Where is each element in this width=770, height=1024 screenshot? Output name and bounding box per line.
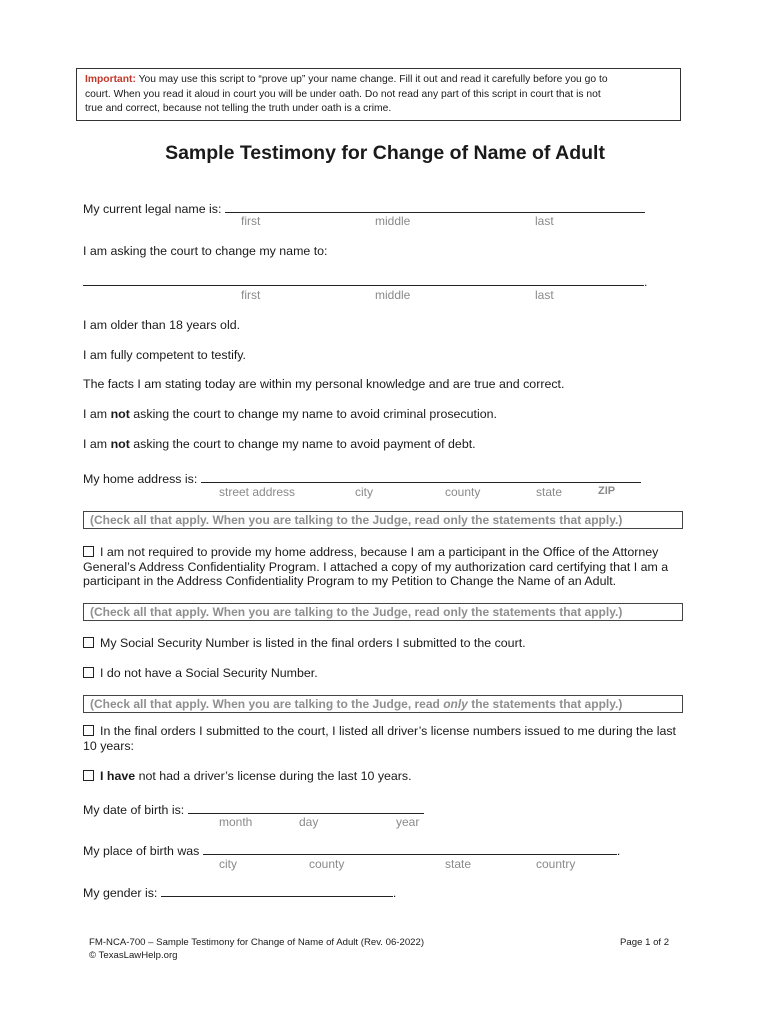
dob-label: My date of birth is: (83, 803, 185, 817)
dob-month-hint: month (219, 815, 253, 829)
dob-day-hint: day (299, 815, 319, 829)
pob-state-hint: state (445, 857, 472, 871)
ssn-none-text: I do not have a Social Security Number. (100, 666, 318, 680)
confidentiality-line-2: General’s Address Confidentiality Program. I attached a copy of my authorization card certifying that I am a (83, 559, 669, 574)
footer-left (89, 937, 424, 962)
notice-text-1: You may use this script to “prove up” your name change. Fill it out and read it carefully before you go to (138, 74, 608, 85)
license-line-2: 10 years: (83, 738, 134, 753)
new-middle-hint: middle (375, 288, 411, 302)
dob-field[interactable] (188, 800, 424, 814)
dob-row (83, 800, 424, 817)
license-listed-checkbox[interactable] (83, 725, 94, 736)
new-last-hint: last (535, 288, 554, 302)
ssn-listed-option (83, 636, 526, 650)
ssn-none-checkbox[interactable] (83, 667, 94, 678)
instruction-bar-3 (83, 695, 683, 713)
instruction-bar-1: (Check all that apply. When you are talking to the Judge, read only the statements that apply.) (83, 511, 683, 529)
address-county-hint: county (445, 485, 481, 499)
address-state-hint: state (536, 485, 563, 499)
footer-copyright: © TexasLawHelp.org (89, 949, 178, 961)
page-title: Sample Testimony for Change of Name of Adult (165, 142, 605, 164)
facts-statement: The facts I am stating today are within my personal knowledge and are true and correct. (83, 377, 565, 391)
age-statement: I am older than 18 years old. (83, 318, 241, 332)
instruction-3-pre: (Check all that apply. When you are talking to the Judge, read (90, 697, 440, 711)
pob-city-hint: city (219, 857, 237, 871)
ssn-none-option (83, 666, 318, 680)
current-first-hint: first (241, 214, 261, 228)
address-city-hint: city (355, 485, 373, 499)
instruction-3-post: the statements that apply.) (471, 697, 623, 711)
prosecution-bold: not (110, 407, 130, 421)
debt-bold: not (110, 437, 130, 451)
current-name-label: My current legal name is: (83, 202, 222, 216)
pob-label: My place of birth was (83, 844, 200, 858)
new-name-row (83, 272, 647, 289)
gender-field[interactable] (161, 883, 393, 897)
important-notice (76, 68, 681, 121)
new-name-period: . (644, 275, 648, 289)
notice-line-1 (85, 73, 672, 88)
confidentiality-line-1: I am not required to provide my home address, because I am a participant in the Office of the Attorney (100, 545, 659, 559)
pob-period: . (616, 844, 621, 858)
address-label: My home address is: (83, 472, 198, 486)
confidentiality-line-3: participant in the Address Confidentiality Program to my Petition to Change the Name of an Adult. (83, 574, 617, 589)
current-name-row (83, 199, 645, 216)
notice-line-3: true and correct, because not telling the truth under oath is a crime. (85, 103, 392, 114)
new-name-field[interactable] (83, 272, 644, 286)
prosecution-pre: I am (83, 407, 108, 421)
gender-period: . (392, 886, 397, 900)
ssn-listed-text: My Social Security Number is listed in the final orders I submitted to the court. (100, 636, 526, 650)
new-first-hint: first (241, 288, 261, 302)
pob-field[interactable] (203, 841, 617, 855)
gender-label: My gender is: (83, 886, 158, 900)
dob-year-hint: year (396, 815, 420, 829)
instruction-bar-2: (Check all that apply. When you are talking to the Judge, read only the statements that apply.) (83, 603, 683, 621)
notice-label: Important: (85, 74, 136, 85)
footer-page-number: Page 1 of 2 (620, 937, 670, 948)
new-name-label: I am asking the court to change my name to: (83, 244, 328, 258)
debt-post: asking the court to change my name to avoid payment of debt. (133, 437, 476, 451)
notice-line-2: court. When you read it aloud in court you will be under oath. Do not read any part of this script in court that is not (85, 88, 601, 100)
license-none-option (83, 769, 412, 783)
address-zip-hint: ZIP (598, 485, 616, 497)
license-none-bold: I have (100, 769, 136, 783)
debt-pre: I am (83, 437, 108, 451)
pob-country-hint: country (536, 857, 576, 871)
current-name-field[interactable] (225, 199, 645, 213)
prosecution-statement (83, 407, 497, 421)
address-field[interactable] (201, 469, 641, 483)
license-line-1: In the final orders I submitted to the court, I listed all driver’s license numbers issued to me during the last (100, 724, 676, 738)
competent-statement: I am fully competent to testify. (83, 348, 246, 362)
license-none-checkbox[interactable] (83, 770, 94, 781)
confidentiality-option (83, 545, 688, 589)
confidentiality-checkbox[interactable] (83, 546, 94, 557)
debt-statement (83, 437, 476, 451)
prosecution-post: asking the court to change my name to avoid criminal prosecution. (133, 407, 497, 421)
address-row (83, 469, 641, 486)
pob-row (83, 841, 620, 858)
ssn-listed-checkbox[interactable] (83, 637, 94, 648)
license-listed-option (83, 724, 688, 753)
current-middle-hint: middle (375, 214, 411, 228)
gender-row (83, 883, 396, 900)
current-last-hint: last (535, 214, 554, 228)
license-none-text: not had a driver’s license during the last 10 years. (138, 769, 412, 783)
address-street-hint: street address (219, 485, 296, 499)
footer-form-id: FM-NCA-700 – Sample Testimony for Change of Name of Adult (Rev. 06-2022) (89, 937, 425, 948)
instruction-3-italic: only (443, 697, 468, 711)
pob-county-hint: county (309, 857, 345, 871)
